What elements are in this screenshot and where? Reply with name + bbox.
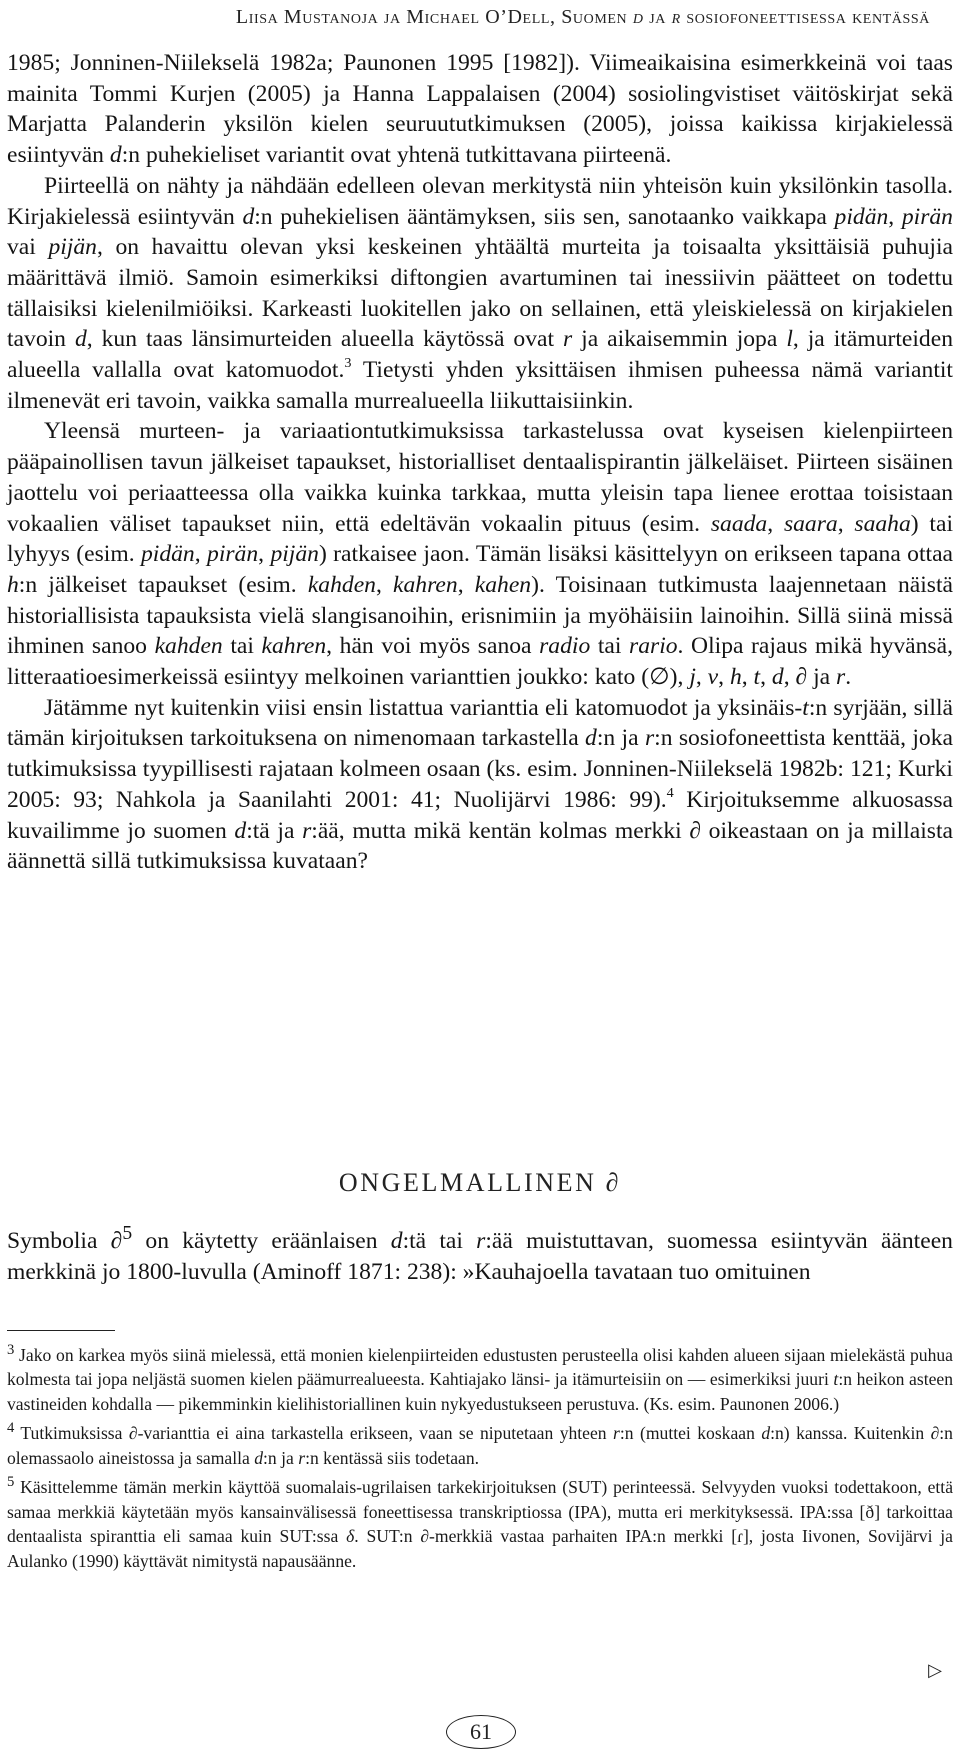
- footnote-4: $^4$ Tutkimuksissa ∂-varianttia ei aina tarkastella erikseen, vaan se niputetaan yhteen r:n (muttei koskaan d:n) kanssa. Kuitenkin ∂:n olemassaolo aineistossa ja samalla d:n ja r:n kentässä siis todetaan.: [7, 1420, 953, 1468]
- page-number: 61: [446, 1715, 516, 1749]
- section-text: [7, 1218, 953, 1287]
- running-head-ja: ja: [649, 6, 666, 28]
- main-text: [7, 48, 953, 877]
- next-page-arrow-icon: ▷: [928, 1660, 942, 1680]
- footnotes: [7, 1338, 953, 1573]
- section-heading: ONGELMALLINEN ∂: [338, 1168, 622, 1197]
- footnote-5: $^5$ Käsittelemme tämän merkin käyttöä suomalais-ugrilaisen tarkekirjoituksen (SUT) perinteessä. Selvyyden vuoksi todettakoon, että samaa merkkiä käytetään myös kansainvälisessä foneettisessa transkriptiossa (IPA), mutta eri merkityksessä. IPA:ssa [ð] tarkoittaa dentaalista spiranttia eli samaa kuin SUT:ssa δ. SUT:n ∂-merkkiä vastaa parhaiten IPA:n merkki [ɾ], josta Iivonen, Sovijärvi ja Aulanko (1990) käyttävät nimitystä napausäänne.: [7, 1474, 953, 1571]
- paragraph-3: Yleensä murteen- ja variaationtutkimuksissa tarkastelussa ovat kyseisen kielenpiirteen pääpainollisen tavun jälkeiset tapaukset, historialliset dentaalispirantin jälkeläiset. Piirteen sisäinen jaottelu voi periaatteessa olla vaikka kuinka tarkkaa, mutta yleisin tapa lienee erottaa toisistaan vokaalien väliset tapaukset niin, että edeltävän vokaalin pituus (esim. saada, saara, saaha) tai lyhyys (esim. pidän, pirän, pijän) ratkaisee jaon. Tämän lisäksi käsittelyyn on erikseen tapana ottaa h:n jälkeiset tapaukset (esim. kahden, kahren, kahen). Toisinaan tutkimusta laajennetaan näistä historiallisista tapauksista vielä slangisanoihin, erisnimiin ja myöhäisiin lainoihin. Sillä siinä missä ihminen sanoo kahden tai kahren, hän voi myös sanoa radio tai rario. Olipa rajaus mikä hyvänsä, litteraatioesimerkeissä esiintyy melkoinen varianttien joukko: kato (∅), j, v, h, t, d, ∂ ja r.: [7, 418, 954, 691]
- footnote-3: $^3$ Jako on karkea myös siinä mielessä, että monien kielenpiirteiden edustusten perusteella olisi kahden alueen sijaan mielekästä puhua kolmesta tai jopa neljästä suomen kielen päämurrealueesta. Kahtiajako länsi- ja itämurteisiin on — esimerkiksi juuri t:n heikon asteen vastineiden kohdalla — pikemminkin kielihistoriallinen kuin nykyedustukseen perustuva. (Ks. esim. Paunonen 2006.): [7, 1342, 953, 1414]
- running-head-rest: sosiofoneettisessa kentässä: [686, 6, 930, 28]
- paragraph-4: Jätämme nyt kuitenkin viisi ensin listattua varianttia eli katomuodot ja yksinäis-t:n syrjään, sillä tämän kirjoituksen tarkoituksena on nimenomaan tarkastella d:n ja r:n sosiofoneettista kenttää, joka tutkimuksissa tyypillisesti rajataan kolmeen osaan (ks. esim. Jonninen-Niilekselä 1982b: 121; Kurki 2005: 93; Nahkola ja Saanilahti 2001: 41; Nuolijärvi 1986: 99).$^4$ Kirjoituksemme alkuosassa kuvailimme jo suomen d:tä ja r:ää, mutta mikä kentän kolmas merkki ∂ oikeastaan on ja millaista äännettä sillä tutkimuksissa kuvataan?: [7, 694, 954, 875]
- paragraph-2: Piirteellä on nähty ja nähdään edelleen olevan merkitystä niin yhteisön kuin yksilönkin tasolla. Kirjakielessä esiintyvän d:n puhekielisen ääntämyksen, siis sen, sanotaanko vaikkapa pidän, pirän vai pijän, on havaittu olevan yksi keskeinen yhtäältä murteita ja toisaalta yksittäisiä puhujia määrittävä ilmiö. Samoin esimerkiksi diftongien avartuminen tai inessiivin päätteet on todettu tällaisiksi kielenilmiöiksi. Karkeasti luokitellen jako on sellainen, että yleiskielessä on kirjakielen tavoin d, kun taas länsimurteiden alueella käytössä ovat r ja aikaisemmin jopa l, ja itämurteiden alueella vallalla ovat katomuodot.$^3$ Tietysti yhden yksittäisen ihmisen puheessa nämä variantit ilmenevät eri tavoin, vaikka samalla murrealueella liikuttaisiinkin.: [7, 172, 953, 414]
- paragraph-1: 1985; Jonninen-Niilekselä 1982a; Paunonen 1995 [1982]). Viimeaikaisina esimerkkeinä voi taas mainita Tommi Kurjen (2005) ja Hanna Lappalaisen (2004) sosiolingvistiset väitöskirjat sekä Marjatta Palanderin yksilön kielen seuruututkimuksen (2005), joissa kaikissa kirjakielessä esiintyvän d:n puhekieliset variantit ovat yhtenä tutkittavana piirteenä.: [7, 50, 953, 169]
- footnote-rule: [7, 1330, 115, 1331]
- running-head-authors: Liisa Mustanoja ja Michael O’Dell, Suomen: [235, 6, 628, 28]
- running-head-r: r: [671, 6, 681, 28]
- running-head: [236, 6, 930, 29]
- running-head-d: d: [632, 6, 644, 28]
- paragraph-5: Symbolia ∂$^5$ on käytetty eräänlaisen d:tä tai r:ää muistuttavan, suomessa esiintyvän äänteen merkkinä jo 1800-luvulla (Aminoff 1871: 238): »Kauhajoella tavataan tuo omituinen: [7, 1222, 953, 1285]
